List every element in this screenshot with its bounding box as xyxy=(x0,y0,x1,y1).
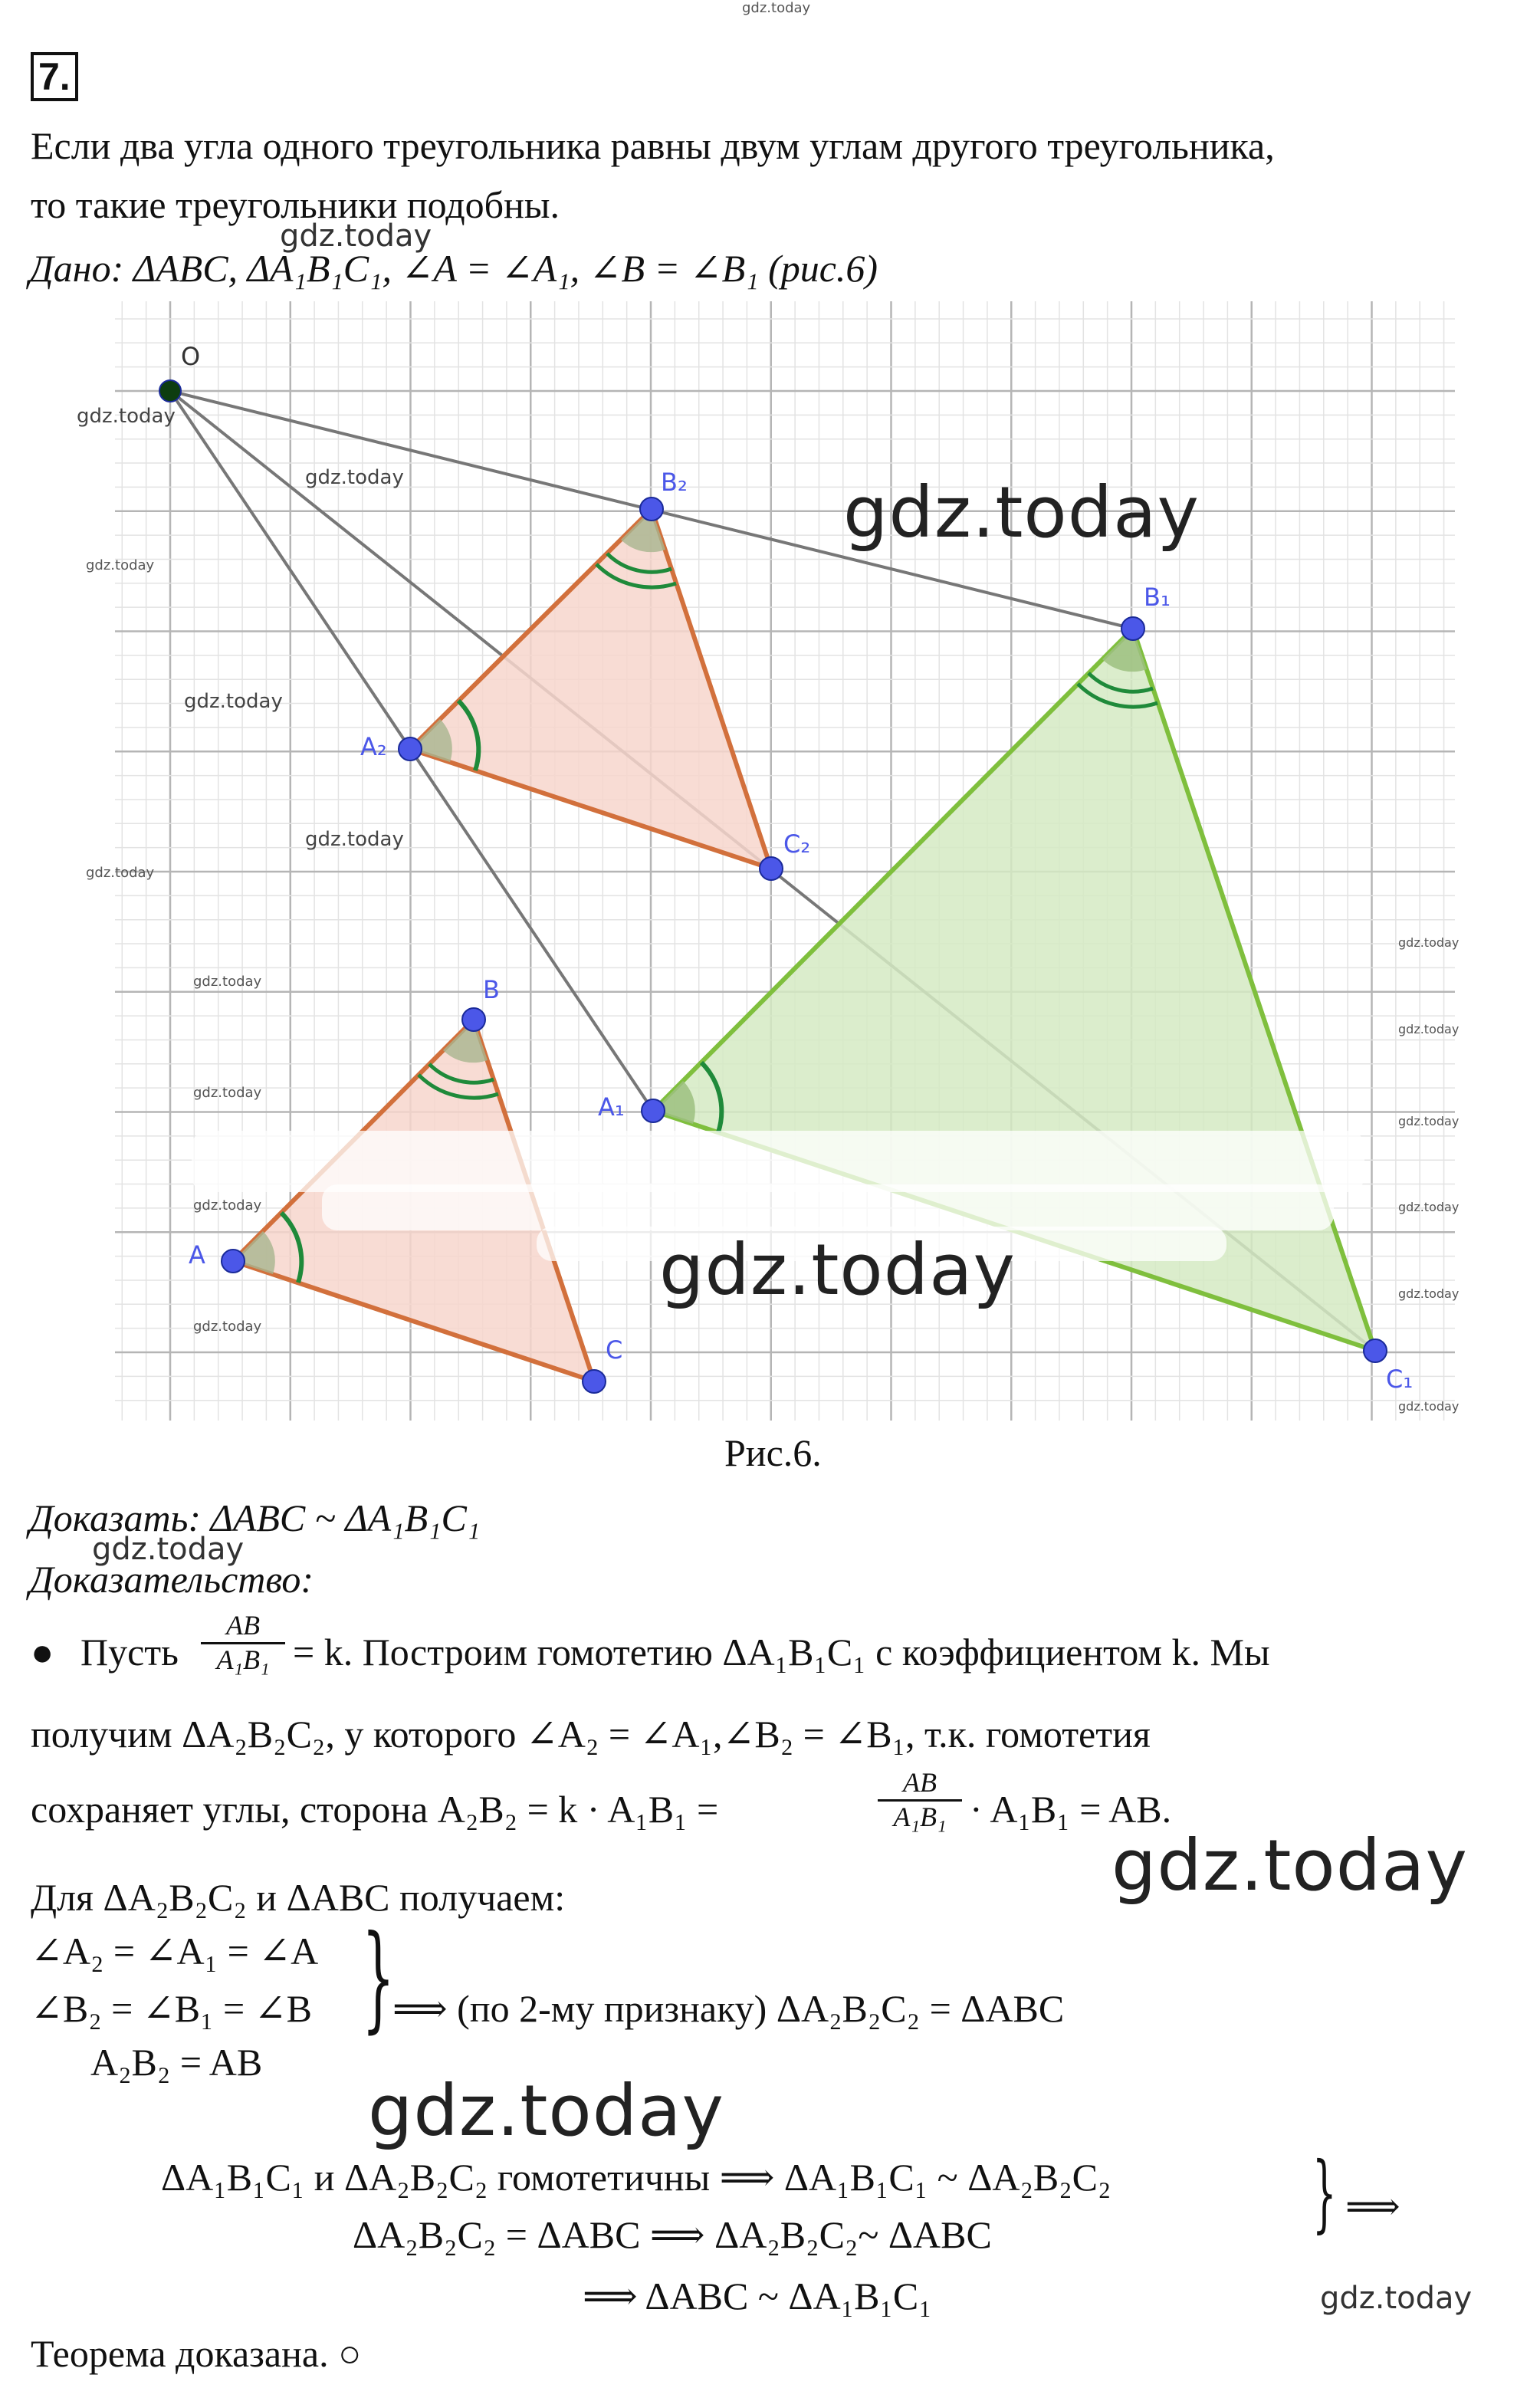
point-b1[interactable] xyxy=(1121,617,1144,640)
point-c2[interactable] xyxy=(760,857,783,880)
system2-brace: } xyxy=(1312,2143,1337,2242)
label-b1: B₁ xyxy=(1144,583,1171,612)
proof-p4: Для ΔA₂B₂C₂ и ΔABC получаем: xyxy=(31,1876,566,1919)
proof-p1-b: = k. Построим гомотетию ΔA₁B₁C₁ с коэффициентом k. Мы xyxy=(293,1631,1270,1674)
watermark: gdz.today xyxy=(1398,1399,1460,1414)
conclusion: Теорема доказана. ○ xyxy=(31,2332,362,2375)
point-b2[interactable] xyxy=(640,498,663,521)
watermark: gdz.today xyxy=(1320,2281,1473,2316)
given-label: Дано xyxy=(29,247,111,290)
proof-p3-a: сохраняет углы, сторона A₂B₂ = k · A₁B₁ = xyxy=(31,1788,719,1831)
problem-number: 7. xyxy=(31,52,78,101)
watermark: gdz.today xyxy=(1398,935,1460,950)
system1-brace: } xyxy=(362,1911,395,2045)
label-c1: C₁ xyxy=(1386,1365,1414,1394)
label-b: B xyxy=(483,975,500,1004)
statement-line-2: то такие треугольники подобны. xyxy=(31,183,560,226)
label-c: C xyxy=(606,1335,623,1365)
proof-p3-b: · A₁B₁ = AB. xyxy=(970,1788,1172,1831)
proof-p2: получим ΔA₂B₂C₂, у которого ∠A₂ = ∠A₁,∠B₂ = ∠B₁, т.к. гомотетия xyxy=(31,1713,1151,1756)
fraction-2 xyxy=(878,1767,962,1832)
watermark: gdz.today xyxy=(1398,1022,1460,1036)
system1-line2: ∠B₂ = ∠B₁ = ∠B xyxy=(31,1987,312,2030)
watermark: gdz.today xyxy=(305,828,404,851)
label-a1: A₁ xyxy=(598,1092,625,1122)
point-c1[interactable] xyxy=(1364,1339,1387,1362)
prove-text: : ΔABC ~ ΔA₁B₁C₁ xyxy=(188,1496,481,1539)
label-c2: C₂ xyxy=(783,829,811,859)
fraction-1-num: AB xyxy=(201,1610,285,1644)
watermark: gdz.today xyxy=(305,466,404,489)
watermark: gdz.today xyxy=(193,1319,262,1335)
watermark: gdz.today xyxy=(193,1085,262,1101)
top-watermark: gdz.today xyxy=(742,0,811,16)
point-a1[interactable] xyxy=(642,1099,665,1122)
system2-line3: ⟹ ΔABC ~ ΔA₁B₁C₁ xyxy=(583,2275,932,2317)
watermark: gdz.today xyxy=(1398,1200,1460,1214)
watermark: gdz.today xyxy=(193,974,262,990)
label-a: A xyxy=(189,1240,205,1270)
system1-result: ⟹ (по 2-му признаку) ΔA₂B₂C₂ = ΔABC xyxy=(392,1987,1065,2030)
watermark: gdz.today xyxy=(1398,1286,1460,1301)
fraction-2-den: A₁B₁ xyxy=(893,1802,947,1832)
watermark: gdz.today xyxy=(368,2070,724,2152)
watermark: gdz.today xyxy=(86,865,155,881)
point-a2[interactable] xyxy=(399,737,422,760)
watermark: gdz.today xyxy=(193,1197,262,1214)
watermark: gdz.today xyxy=(280,218,432,254)
point-a[interactable] xyxy=(222,1250,245,1273)
point-c[interactable] xyxy=(583,1370,606,1393)
watermark: gdz.today xyxy=(843,471,1200,553)
system1-line1: ∠A₂ = ∠A₁ = ∠A xyxy=(31,1930,319,1972)
point-b[interactable] xyxy=(462,1008,485,1031)
given-text: : ΔABC, ΔA₁B₁C₁, ∠A = ∠A₁, ∠B = ∠B₁ (рис.6) xyxy=(110,247,878,290)
system2-arrow: ⟹ xyxy=(1345,2185,1400,2228)
watermark: gdz.today xyxy=(659,1229,1016,1311)
watermark: gdz.today xyxy=(1111,1825,1468,1907)
watermark: gdz.today xyxy=(92,1532,245,1567)
proof-colon: : xyxy=(300,1558,314,1601)
prove-label: Доказать xyxy=(29,1496,189,1539)
system2-line2: ΔA₂B₂C₂ = ΔABC ⟹ ΔA₂B₂C₂~ ΔABC xyxy=(353,2213,992,2256)
watermark: gdz.today xyxy=(86,557,155,573)
fraction-2-num: AB xyxy=(878,1767,962,1802)
fraction-1 xyxy=(201,1610,285,1675)
given-line xyxy=(29,245,878,291)
bullet: ● xyxy=(31,1631,54,1674)
system1-line3: A₂B₂ = AB xyxy=(90,2041,263,2084)
system2-line1: ΔA₁B₁C₁ и ΔA₂B₂C₂ гомотетичны ⟹ ΔA₁B₁C₁ ~ ΔA₂B₂C₂ xyxy=(161,2156,1111,2199)
proof-label: Доказательство xyxy=(29,1558,301,1601)
watermark: gdz.today xyxy=(1398,1114,1460,1128)
fraction-1-den: A₁B₁ xyxy=(216,1644,270,1675)
point-o[interactable] xyxy=(159,380,181,402)
proof-p1-a: Пусть xyxy=(80,1631,179,1674)
label-a2: A₂ xyxy=(360,732,387,761)
triangle-a2b2c2 xyxy=(410,509,771,869)
figure-caption: Рис.6. xyxy=(724,1431,822,1474)
label-b2: B₂ xyxy=(661,468,688,497)
proof-heading xyxy=(29,1556,314,1602)
watermark: gdz.today xyxy=(184,690,283,713)
watermark: gdz.today xyxy=(77,405,176,428)
statement-line-1: Если два угла одного треугольника равны двум углам другого треугольника, xyxy=(31,124,1275,167)
label-o: O xyxy=(181,342,201,371)
